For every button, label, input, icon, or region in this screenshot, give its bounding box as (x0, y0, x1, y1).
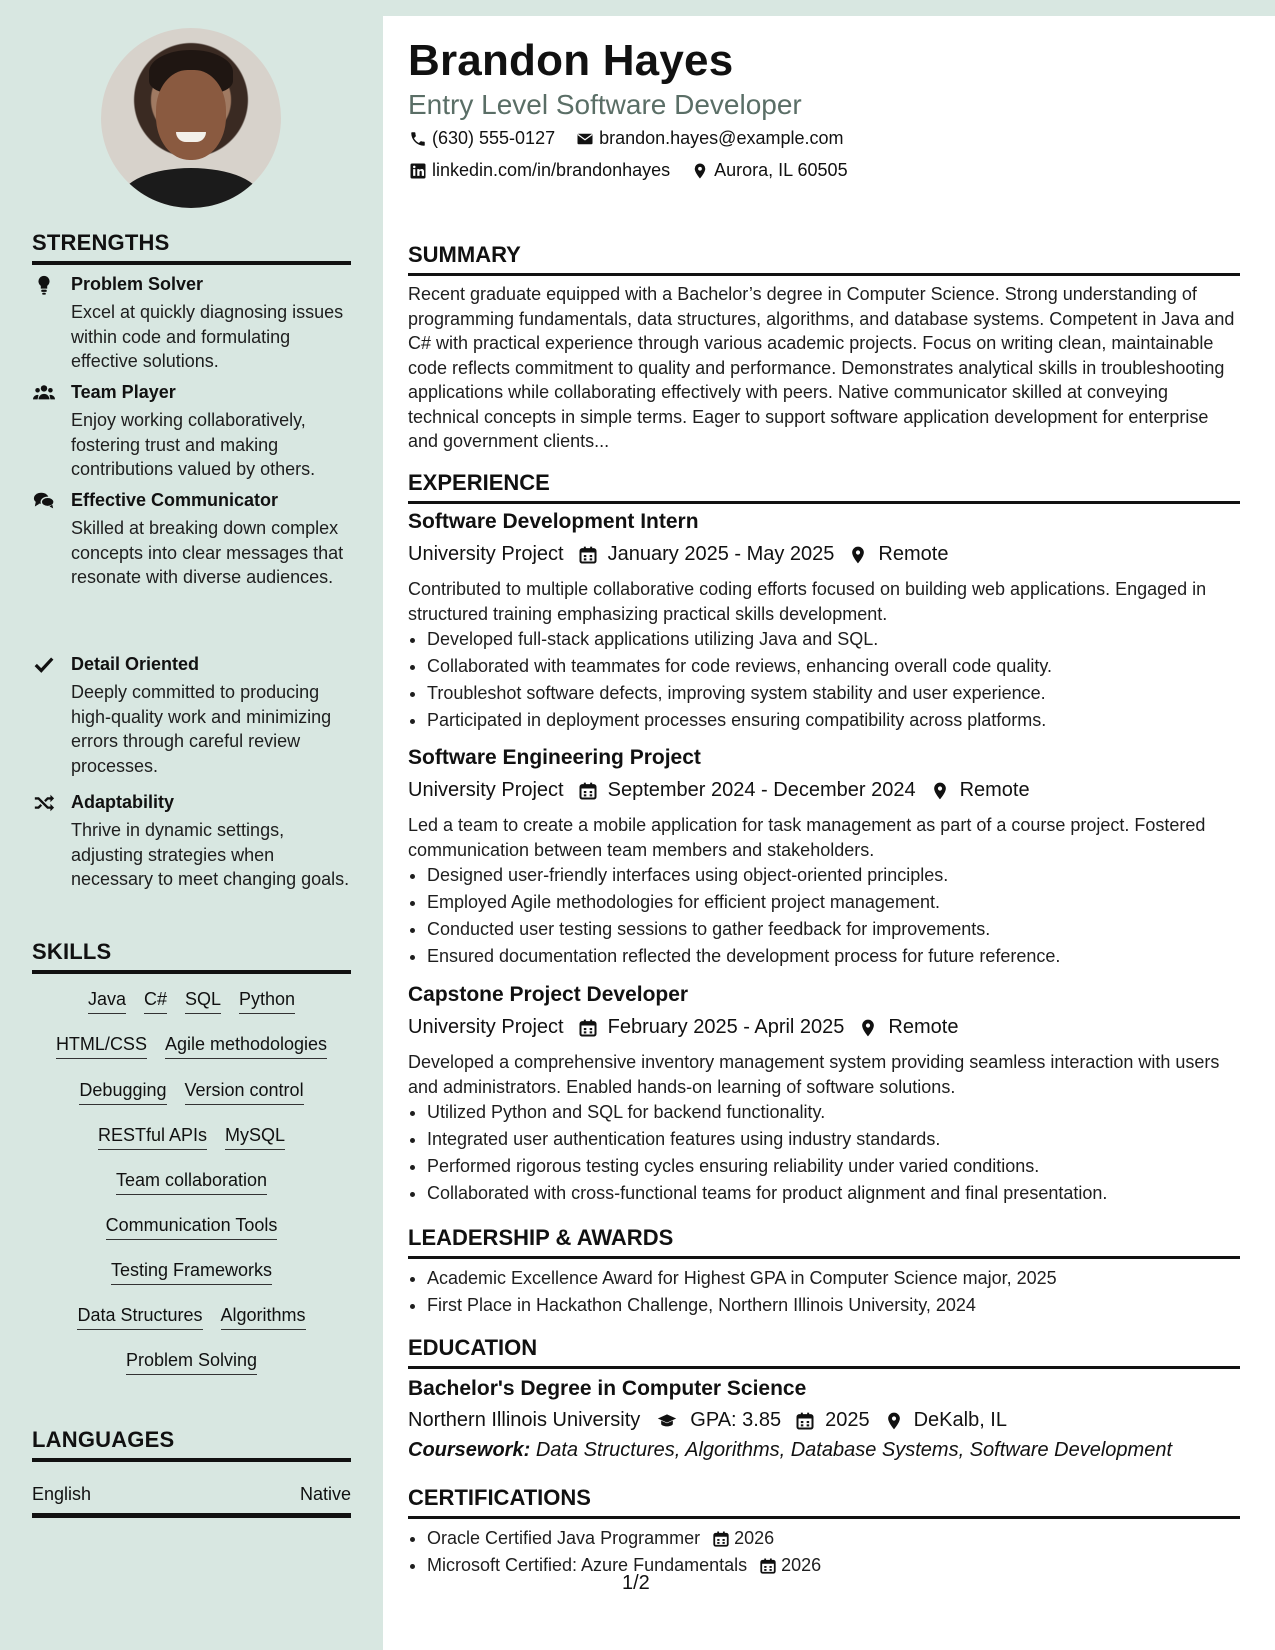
coursework-text: Data Structures, Algorithms, Database Systems, Software Development (535, 1439, 1173, 1461)
skills-row (32, 1033, 351, 1059)
list-item: • Collaborated with cross-functional teams for product alignment and final presentation. (427, 1180, 1259, 1207)
linkedin-link[interactable]: linkedin.com/in/brandonhayes (432, 160, 671, 180)
contact-row (408, 160, 848, 181)
skills-heading: SKILLS (32, 939, 351, 974)
list-item: • Utilized Python and SQL for backend functionality. (427, 1099, 1259, 1126)
degree-title: Bachelor's Degree in Computer Science (408, 1377, 807, 1400)
summary-heading: SUMMARY (408, 242, 1240, 276)
candidate-role: Entry Level Software Developer (408, 89, 802, 120)
list-item: • First Place in Hackathon Challenge, Northern Illinois University, 2024 (427, 1292, 1259, 1319)
comments-icon (32, 490, 56, 512)
language-name: English (32, 1484, 92, 1504)
coursework (408, 1439, 1172, 1462)
skills-row (32, 1304, 351, 1330)
skill-tag: Algorithms (221, 1304, 306, 1330)
job-dates: January 2025 - May 2025 (607, 543, 835, 565)
skills-row (32, 988, 351, 1014)
job-bullets (408, 626, 1259, 734)
certifications-heading: CERTIFICATIONS (408, 1485, 1240, 1519)
job-bullets (408, 862, 1259, 970)
job-title: Capstone Project Developer (408, 983, 689, 1006)
job-location: Remote (959, 779, 1030, 801)
strengths-heading: STRENGTHS (32, 230, 351, 265)
gpa-text: GPA: 3.85 (690, 1409, 782, 1431)
job-bullets (408, 1099, 1259, 1207)
leadership-heading: LEADERSHIP & AWARDS (408, 1225, 1240, 1259)
list-item: • Performed rigorous testing cycles ensuring reliability under varied conditions. (427, 1153, 1259, 1180)
strength-desc: Deeply committed to producing high-quality work and minimizing errors through careful review processes. (71, 682, 332, 776)
list-item: • Academic Excellence Award for Highest GPA in Computer Science major, 2025 (427, 1265, 1259, 1292)
email-link[interactable]: brandon.hayes@example.com (599, 128, 844, 148)
calendar-icon (578, 1018, 598, 1038)
page-number: 1/2 (622, 1572, 650, 1594)
list-item (427, 1552, 1259, 1579)
cert-name: • Microsoft Certified: Azure Fundamentals (427, 1555, 748, 1575)
strength-desc: Enjoy working collaboratively, fostering trust and making contributions valued by others. (71, 410, 316, 479)
contact-row (408, 128, 844, 149)
strength-title: Adaptability (71, 792, 175, 812)
linkedin-icon (408, 162, 428, 180)
job-dates: February 2025 - April 2025 (607, 1016, 845, 1038)
skill-tag: Agile methodologies (165, 1033, 327, 1059)
skill-tag: Communication Tools (106, 1214, 278, 1240)
job-description: Led a team to create a mobile application for task management as part of a course project. Fostered communication between team members and stakeholders. (408, 815, 1206, 860)
strength-desc: Thrive in dynamic settings, adjusting strategies when necessary to meet changing goals. (71, 820, 350, 889)
list-item: • Developed full-stack applications utilizing Java and SQL. (427, 626, 1259, 653)
job-meta (408, 779, 1030, 802)
skill-tag: RESTful APIs (98, 1124, 207, 1150)
map-pin-icon (858, 1018, 878, 1038)
list-item: • Employed Agile methodologies for efficient project management. (427, 889, 1259, 916)
language-level: Native (299, 1484, 351, 1504)
calendar-icon (795, 1411, 815, 1431)
job-location: Remote (878, 543, 949, 565)
school-name: Northern Illinois University (408, 1409, 641, 1431)
phone-text: (630) 555-0127 (432, 128, 556, 148)
envelope-icon (575, 130, 595, 148)
strength-desc: Excel at quickly diagnosing issues within code and formulating effective solutions. (71, 302, 344, 371)
skill-tag: Data Structures (77, 1304, 202, 1330)
list-item: • Troubleshot software defects, improving system stability and user experience. (427, 680, 1259, 707)
coursework-label: Coursework: (408, 1439, 531, 1461)
skills-row (32, 1124, 351, 1150)
skill-tag: Problem Solving (126, 1349, 257, 1375)
certifications-list (408, 1525, 1259, 1579)
job-title: Software Engineering Project (408, 746, 701, 769)
cert-name: • Oracle Certified Java Programmer (427, 1528, 701, 1548)
job-title: Software Development Intern (408, 510, 699, 533)
graduation-cap-icon (654, 1411, 680, 1431)
candidate-name: Brandon Hayes (408, 36, 734, 85)
leadership-list (408, 1265, 1259, 1319)
skill-tag: C# (144, 988, 167, 1014)
list-item: • Integrated user authentication features using industry standards. (427, 1126, 1259, 1153)
language-level-bar (32, 1513, 351, 1518)
strength-desc: Skilled at breaking down complex concepts into clear messages that resonate with diverse audiences. (71, 518, 344, 587)
map-pin-icon (690, 162, 710, 180)
cert-year: 2026 (734, 1528, 775, 1548)
languages-heading: LANGUAGES (32, 1427, 351, 1462)
skill-tag: Version control (185, 1079, 304, 1105)
skills-row (32, 1169, 351, 1195)
list-item: • Designed user-friendly interfaces using object-oriented principles. (427, 862, 1259, 889)
calendar-icon (578, 781, 598, 801)
job-location: Remote (888, 1016, 959, 1038)
map-pin-icon (848, 545, 868, 565)
skill-tag: Team collaboration (116, 1169, 267, 1195)
skills-row (32, 1079, 351, 1105)
job-meta (408, 543, 948, 566)
summary-text: Recent graduate equipped with a Bachelor’s degree in Computer Science. Strong understanding of programming fundamentals, data structures, algorithms, and database systems. Competent in Java and C# with practical experience through various academic projects. Focus on writing clean, maintainable code reflects commitment to quality and performance. Demonstrates analytical skills in troubleshooting applications while collaborating effectively with peers. Native communicator skilled at conveying technical concepts in simple terms. Eager to support software application development for enterprise and government clients... (408, 284, 1235, 451)
skill-tag: SQL (185, 988, 221, 1014)
map-pin-icon (930, 781, 950, 801)
strength-title: Detail Oriented (71, 654, 200, 674)
cert-year: 2026 (781, 1555, 822, 1575)
profile-photo (101, 28, 281, 208)
location-text: Aurora, IL 60505 (714, 160, 848, 180)
list-item: • Participated in deployment processes ensuring compatibility across platforms. (427, 707, 1259, 734)
phone-icon (408, 130, 428, 148)
job-meta (408, 1016, 958, 1039)
skill-tag: Debugging (79, 1079, 166, 1105)
school-location: DeKalb, IL (913, 1409, 1007, 1431)
skill-tag: Python (239, 988, 295, 1014)
skill-tag: MySQL (225, 1124, 285, 1150)
skill-tag: HTML/CSS (56, 1033, 147, 1059)
calendar-icon (578, 545, 598, 565)
check-icon (32, 654, 56, 676)
skills-row (32, 1259, 351, 1285)
education-meta (408, 1409, 1007, 1432)
map-pin-icon (884, 1411, 904, 1431)
calendar-icon (759, 1557, 777, 1575)
users-icon (32, 382, 56, 404)
skills-row (32, 1214, 351, 1240)
top-band (0, 0, 1275, 16)
strength-title: Effective Communicator (71, 490, 279, 510)
skills-row (32, 1349, 351, 1375)
experience-heading: EXPERIENCE (408, 470, 1240, 504)
strength-title: Problem Solver (71, 274, 204, 294)
job-dates: September 2024 - December 2024 (607, 779, 916, 801)
list-item: • Collaborated with teammates for code reviews, enhancing overall code quality. (427, 653, 1259, 680)
job-description: Contributed to multiple collaborative coding efforts focused on building web applications. Engaged in structured training emphasizing practical skills development. (408, 579, 1207, 624)
lightbulb-icon (32, 274, 56, 296)
job-org: University Project (408, 779, 564, 801)
job-org: University Project (408, 1016, 564, 1038)
shuffle-icon (32, 792, 56, 814)
calendar-icon (712, 1530, 730, 1548)
graduation-year: 2025 (825, 1409, 870, 1431)
skill-tag: Testing Frameworks (111, 1259, 272, 1285)
skill-tag: Java (88, 988, 126, 1014)
job-description: Developed a comprehensive inventory management system providing seamless interaction with users and administrators. Enabled hands-on learning of software solutions. (408, 1052, 1220, 1097)
list-item: • Conducted user testing sessions to gather feedback for improvements. (427, 916, 1259, 943)
list-item: • Ensured documentation reflected the development process for future reference. (427, 943, 1259, 970)
language-row (32, 1484, 351, 1505)
education-heading: EDUCATION (408, 1335, 1240, 1369)
job-org: University Project (408, 543, 564, 565)
list-item (427, 1525, 1259, 1552)
strength-title: Team Player (71, 382, 176, 402)
